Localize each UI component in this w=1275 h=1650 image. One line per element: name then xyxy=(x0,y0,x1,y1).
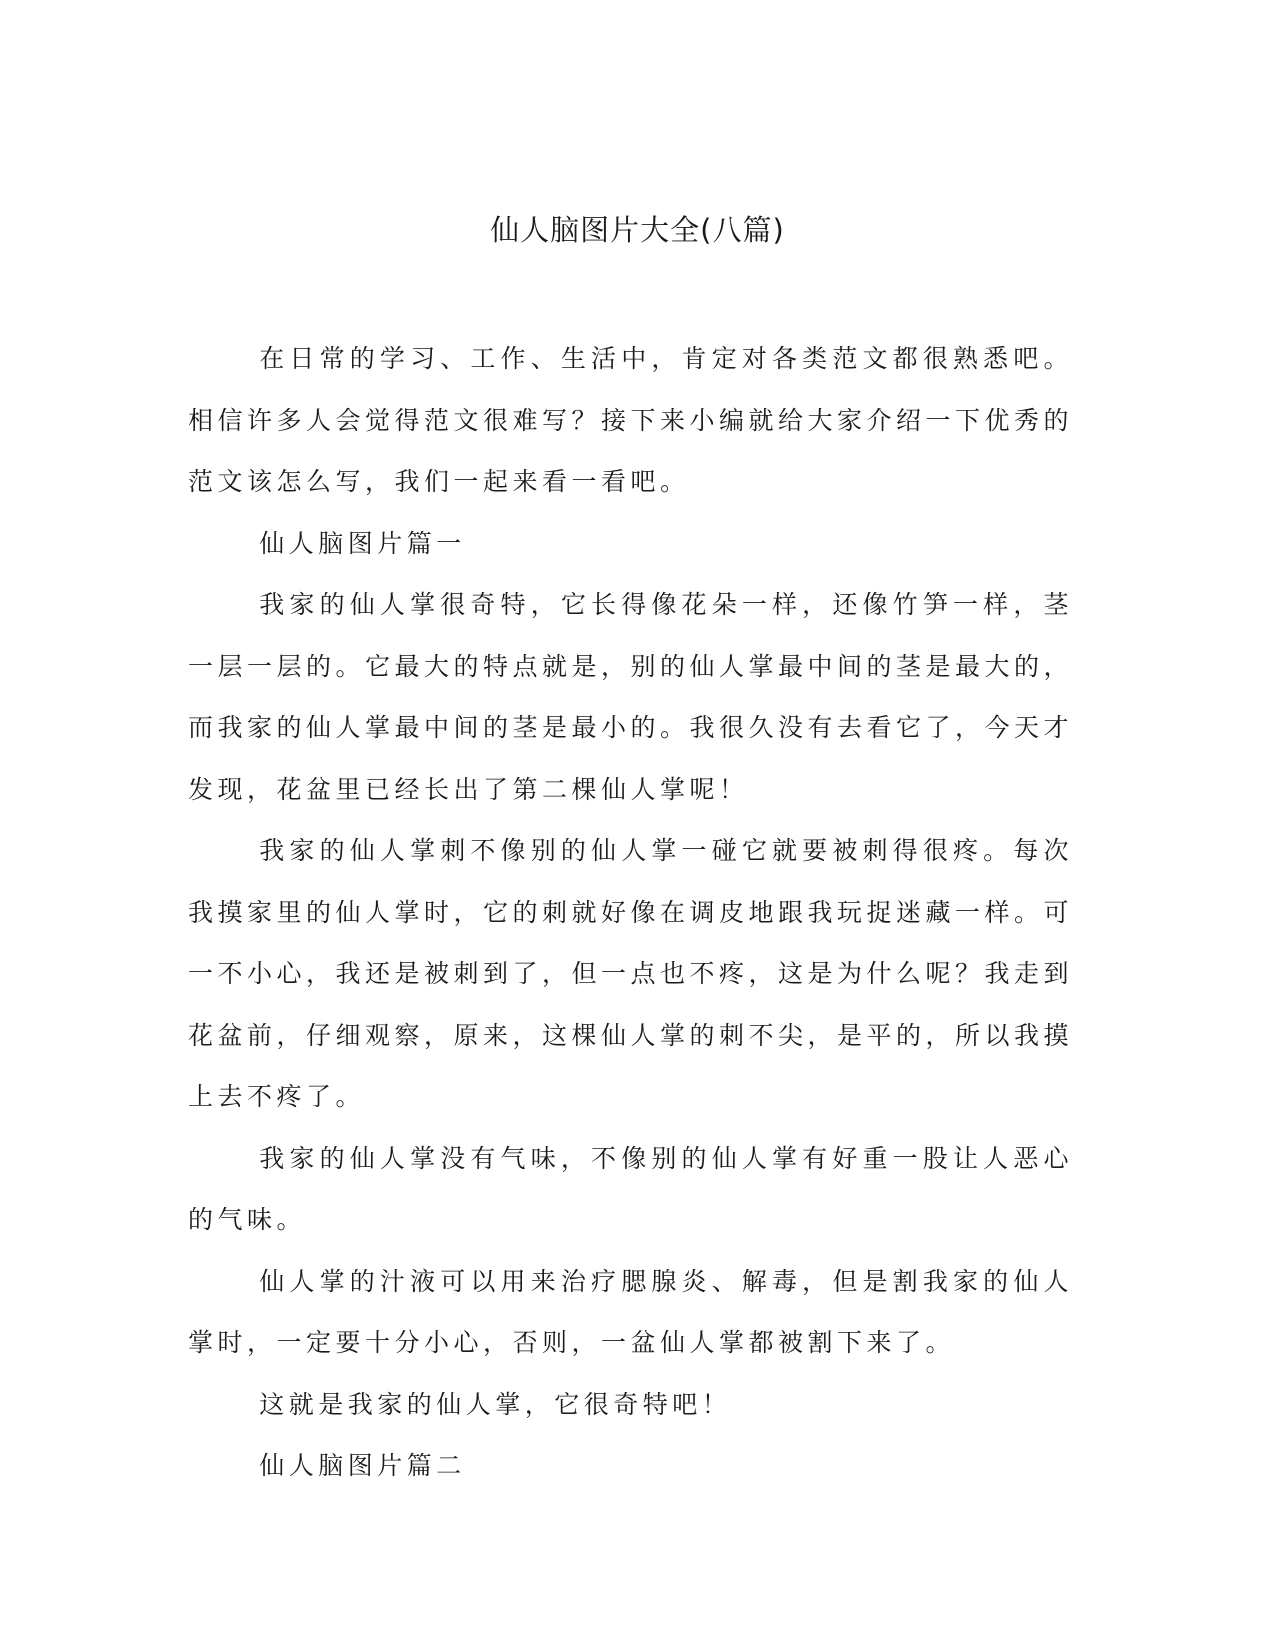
intro-paragraph: 在日常的学习、工作、生活中，肯定对各类范文都很熟悉吧。相信许多人会觉得范文很难写？接下来小编就给大家介绍一下优秀的范文该怎么写，我们一起来看一看吧。 xyxy=(188,344,1074,496)
body-paragraph: 仙人掌的汁液可以用来治疗腮腺炎、解毒，但是割我家的仙人掌时，一定要十分小心，否则，一盆仙人掌都被割下来了。 xyxy=(188,1266,1073,1357)
section-heading: 仙人脑图片篇二 xyxy=(259,1451,466,1480)
document-title: 仙人脑图片大全(八篇) xyxy=(490,213,785,247)
section-heading: 仙人脑图片篇一 xyxy=(259,528,466,558)
document-body xyxy=(188,328,1073,1497)
body-paragraph: 我家的仙人掌很奇特，它长得像花朵一样，还像竹笋一样，茎一层一层的。它最大的特点就是，别的仙人掌最中间的茎是最大的，而我家的仙人掌最中间的茎是最小的。我很久没有去看它了，今天才发现，花盆里已经长出了第二棵仙人掌呢！ xyxy=(188,590,1074,804)
body-paragraph: 我家的仙人掌没有气味，不像别的仙人掌有好重一股让人恶心的气味。 xyxy=(188,1143,1073,1234)
body-paragraph: 我家的仙人掌刺不像别的仙人掌一碰它就要被刺得很疼。每次我摸家里的仙人掌时，它的刺就好像在调皮地跟我玩捉迷藏一样。可一不小心，我还是被刺到了，但一点也不疼，这是为什么呢？我走到花盆前，仔细观察，原来，这棵仙人掌的刺不尖，是平的，所以我摸上去不疼了。 xyxy=(188,836,1074,1111)
body-paragraph: 这就是我家的仙人掌，它很奇特吧！ xyxy=(259,1389,732,1419)
